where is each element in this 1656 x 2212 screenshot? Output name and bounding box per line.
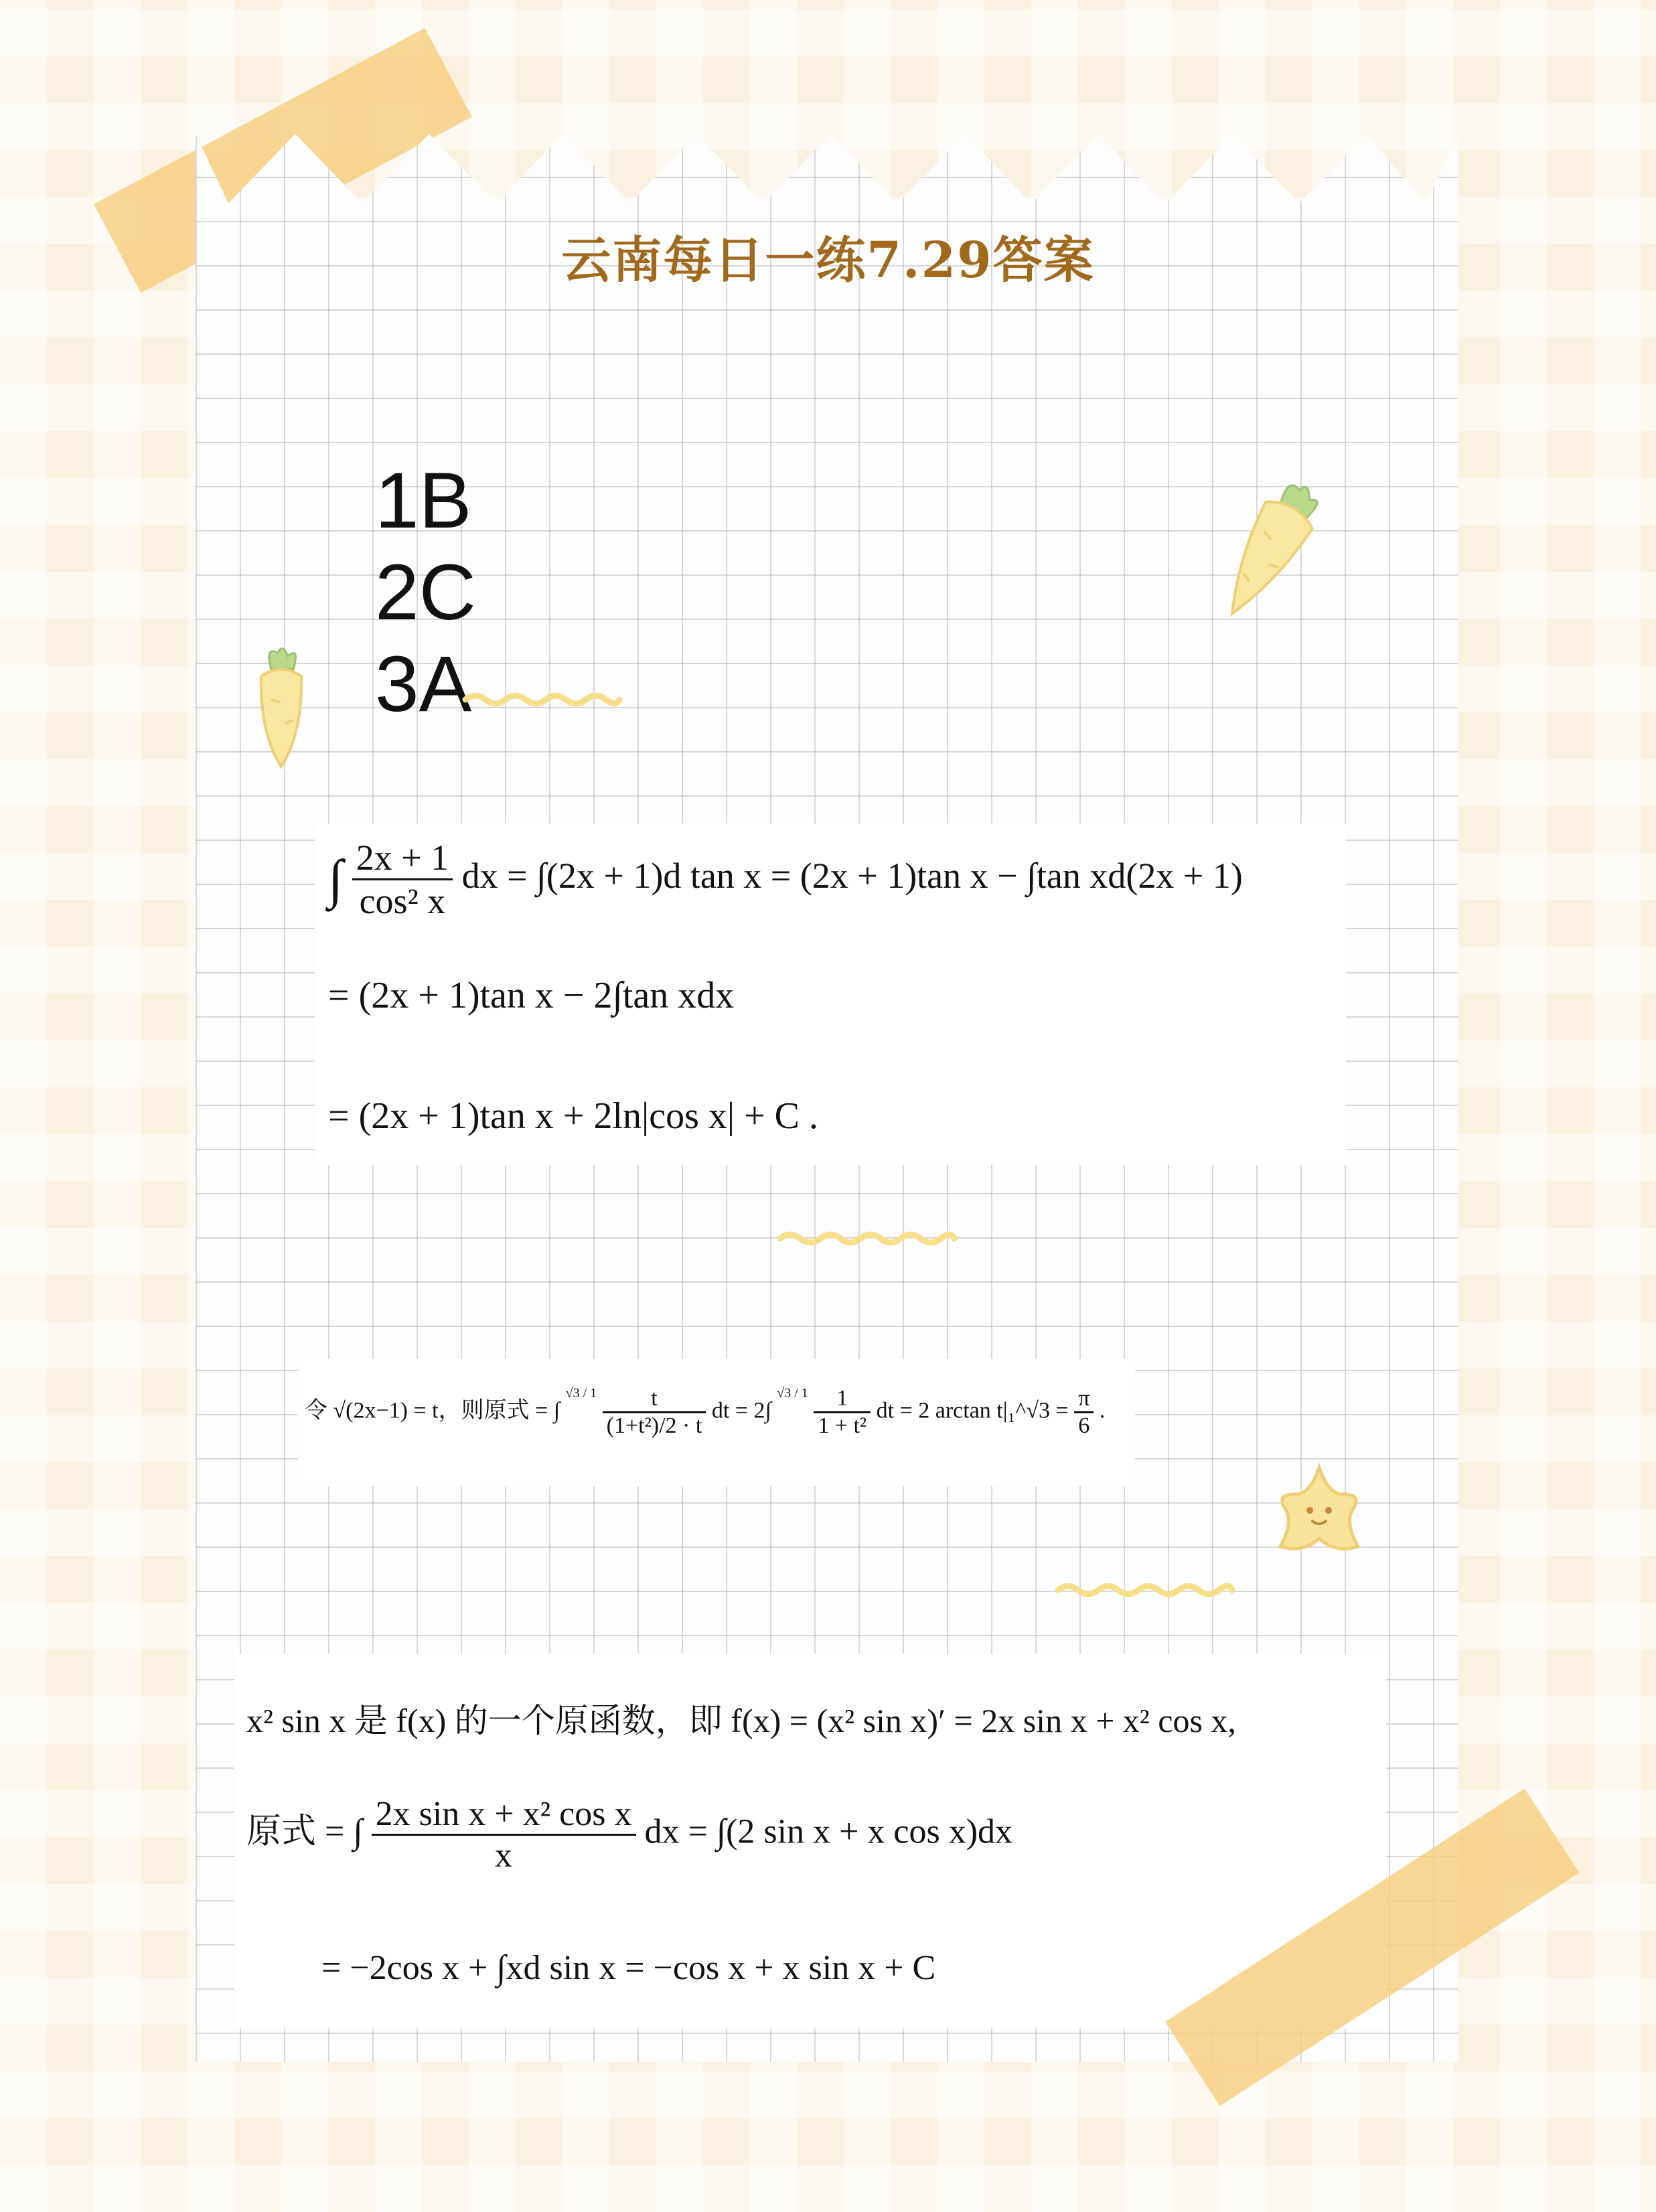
equation-line-2 (246, 1794, 1012, 1875)
solution-problem-6 (234, 1654, 1386, 2029)
answer-2: 2C (375, 548, 476, 637)
numerator: 1 (814, 1386, 871, 1413)
equation-text: 令 √(2x−1) = t，则原式 = ∫ (305, 1398, 560, 1423)
numerator: 2x + 1 (352, 837, 453, 880)
equation-text: 原式 = ∫ (246, 1812, 363, 1851)
solution-problem-4 (315, 823, 1346, 1165)
answer-list (375, 455, 476, 730)
integral-limits: √3 / 1 (565, 1386, 597, 1401)
equation-text: dx = ∫(2 sin x + x cos x)dx (644, 1812, 1013, 1851)
equation-line (305, 1386, 1105, 1439)
equation-line-1: x² sin x 是 f(x) 的一个原函数，即 f(x) = (x² sin x)′ = 2x sin x + x² cos x, (246, 1702, 1236, 1739)
page-title: 云南每日一练7.29答案 (561, 232, 1095, 289)
fraction (603, 1386, 706, 1439)
integral-limits: √3 / 1 (777, 1386, 808, 1401)
equation-line-3: = −2cos x + ∫xd sin x = −cos x + x sin x + C (321, 1949, 936, 1987)
denominator: 6 (1078, 1413, 1090, 1438)
equation-text: dt = 2∫ (711, 1398, 771, 1423)
equation-line-2: = (2x + 1)tan x − 2∫tan xdx (328, 975, 735, 1016)
equation-text: dx = ∫(2x + 1)d tan x = (2x + 1)tan x − ∫tan xd(2x + 1) (461, 855, 1243, 896)
squiggle-decoration (777, 1225, 958, 1252)
equation-line-3: = (2x + 1)tan x + 2ln|cos x| + C . (328, 1095, 819, 1137)
numerator: 2x sin x + x² cos x (372, 1794, 636, 1836)
equation-text: . (1099, 1398, 1106, 1423)
denominator: cos² x (359, 881, 446, 921)
squiggle-decoration (462, 686, 623, 713)
fraction (372, 1794, 636, 1875)
equation-line-1 (328, 837, 1243, 922)
fraction (352, 837, 453, 922)
solution-problem-5 (298, 1359, 1135, 1486)
squiggle-decoration (1055, 1577, 1235, 1603)
denominator: (1+t²)/2 · t (606, 1413, 702, 1438)
fraction (1074, 1386, 1094, 1439)
answer-1: 1B (375, 457, 472, 545)
integral-sign: ∫ (328, 849, 344, 909)
numerator: t (603, 1386, 706, 1413)
denominator: 1 + t² (818, 1413, 867, 1438)
fraction (814, 1386, 871, 1439)
equation-text: dt = 2 arctan t|₁^√3 = (876, 1398, 1075, 1423)
denominator: x (495, 1836, 513, 1875)
star-icon (1266, 1459, 1373, 1567)
carrot-icon (248, 646, 315, 773)
numerator: π (1074, 1386, 1094, 1413)
carrot-icon (1199, 475, 1333, 636)
answer-3: 3A (375, 640, 472, 728)
